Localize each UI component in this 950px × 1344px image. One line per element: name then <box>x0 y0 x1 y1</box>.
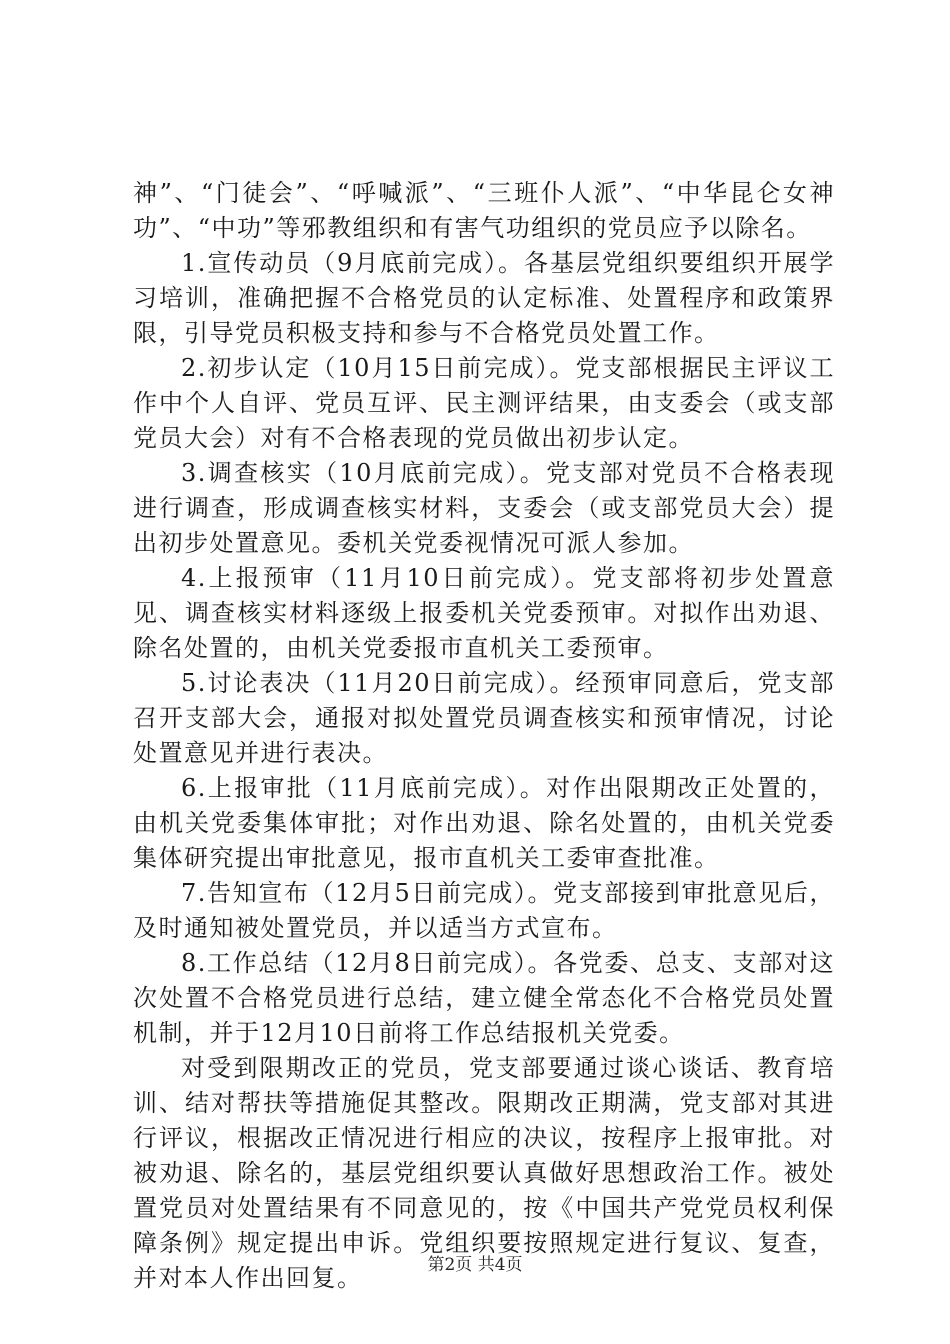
page-number: 第2页 <box>427 1255 473 1275</box>
paragraph-step-8: 8.工作总结（12月8日前完成）。各党委、总支、支部对这次处置不合格党员进行总结，建立健全常态化不合格党员处置机制，并于12月10日前将工作总结报机关党委。 <box>133 949 835 1047</box>
paragraph-step-4: 4.上报预审（11月10日前完成）。党支部将初步处置意见、调查核实材料逐级上报委机关党委预审。对拟作出劝退、除名处置的，由机关党委报市直机关工委预审。 <box>133 564 835 662</box>
paragraph-step-7: 7.告知宣布（12月5日前完成）。党支部接到审批意见后，及时通知被处置党员，并以适当方式宣布。 <box>133 879 835 942</box>
page-total: 共4页 <box>477 1255 523 1275</box>
paragraph-followup: 对受到限期改正的党员，党支部要通过谈心谈话、教育培训、结对帮扶等措施促其整改。限期改正期满，党支部对其进行评议，根据改正情况进行相应的决议，按程序上报审批。对被劝退、除名的，基层党组织要认真做好思想政治工作。被处置党员对处置结果有不同意见的，按《中国共产党党员权利保障条例》规定提出申诉。党组织要按照规定进行复议、复查，并对本人作出回复。 <box>133 1054 835 1292</box>
paragraph-step-3: 3.调查核实（10月底前完成）。党支部对党员不合格表现进行调查，形成调查核实材料，支委会（或支部党员大会）提出初步处置意见。委机关党委视情况可派人参加。 <box>133 459 835 557</box>
page-footer <box>0 1250 950 1275</box>
paragraph-step-2: 2.初步认定（10月15日前完成）。党支部根据民主评议工作中个人自评、党员互评、民主测评结果，由支委会（或支部党员大会）对有不合格表现的党员做出初步认定。 <box>133 354 835 452</box>
paragraph-step-1: 1.宣传动员（9月底前完成）。各基层党组织要组织开展学习培训，准确把握不合格党员的认定标准、处置程序和政策界限，引导党员积极支持和参与不合格党员处置工作。 <box>133 249 835 347</box>
document-body <box>133 176 835 1296</box>
paragraph-continuation: 神”、“门徒会”、“呼喊派”、“三班仆人派”、“中华昆仑女神功”、“中功”等邪教组织和有害气功组织的党员应予以除名。 <box>133 179 835 242</box>
paragraph-step-5: 5.讨论表决（11月20日前完成）。经预审同意后，党支部召开支部大会，通报对拟处置党员调查核实和预审情况，讨论处置意见并进行表决。 <box>133 669 835 767</box>
paragraph-step-6: 6.上报审批（11月底前完成）。对作出限期改正处置的，由机关党委集体审批；对作出劝退、除名处置的，由机关党委集体研究提出审批意见，报市直机关工委审查批准。 <box>133 774 835 872</box>
